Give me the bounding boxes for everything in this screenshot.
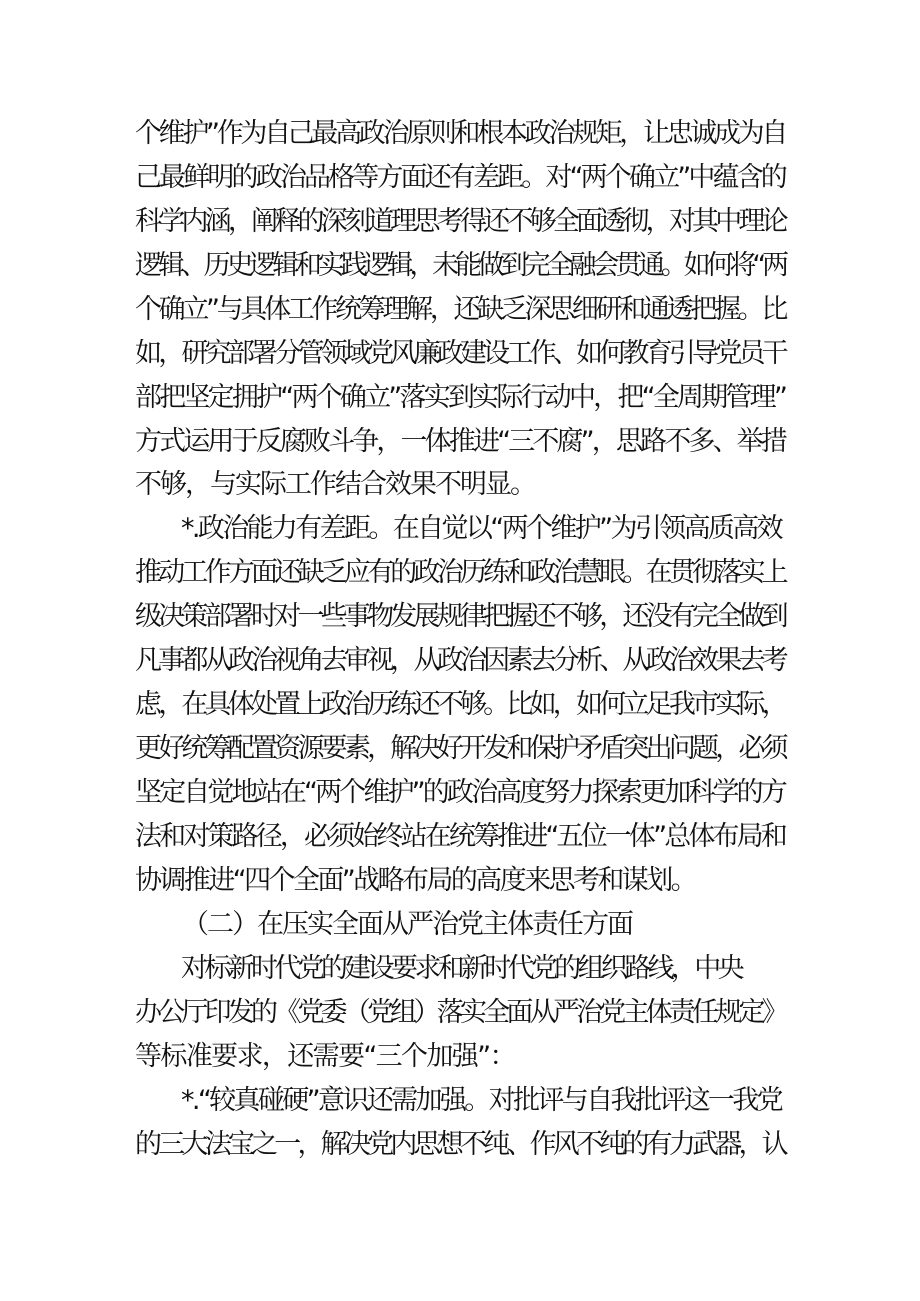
text-line: 个确立”与具体工作统筹理解，还缺乏深思细研和通透把握。比 [135, 294, 786, 325]
text-line: 级决策部署时对一些事物发展规律把握还不够，还没有完全做到 [135, 601, 785, 632]
text-line: 不够，与实际工作结合效果不明显。 [135, 469, 535, 500]
text-line: 逻辑、历史逻辑和实践逻辑，未能做到完全融会贯通。如何将“两 [135, 250, 785, 281]
text-line: 坚定自觉地站在“两个维护”的政治高度努力探索更加科学的方 [135, 777, 785, 808]
paragraph-heading-verification: *.“较真碰硬”意识还需加强。对批评与自我批评这一我党 [181, 1085, 782, 1116]
text-line: 的三大法宝之一，解决党内思想不纯、作风不纯的有力武器，认 [135, 1129, 785, 1160]
text-line: 虑，在具体处置上政治历练还不够。比如，如何立足我市实际， [135, 689, 785, 720]
text-line: 更好统筹配置资源要素，解决好开发和保护矛盾突出问题，必须 [135, 733, 785, 764]
text-line: 个维护”作为自己最高政治原则和根本政治规矩，让忠诚成为自 [135, 118, 786, 149]
text-line: 如，研究部署分管领域党风廉政建设工作、如何教育引导党员干 [135, 338, 785, 369]
text-line: 部把坚定拥护“两个确立”落实到实际行动中，把“全周期管理” [135, 382, 786, 413]
text-line: 办公厅印发的《党委（党组）落实全面从严治党主体责任规定》 [135, 997, 785, 1028]
text-line: 方式运用于反腐败斗争，一体推进“三不腐”，思路不多、举措 [135, 426, 785, 457]
text-line: 协调推进“四个全面”战略布局的高度来思考和谋划。 [135, 865, 696, 896]
text-line: 己最鲜明的政治品格等方面还有差距。对“两个确立”中蕴含的 [135, 162, 785, 193]
text-line: 法和对策路径，必须始终站在统筹推进“五位一体”总体布局和 [135, 821, 785, 852]
paragraph-heading-political-ability: *.政治能力有差距。在自觉以“两个维护”为引领高质高效 [181, 513, 782, 544]
section-heading: （二）在压实全面从严治党主体责任方面 [182, 909, 632, 940]
text-line: 凡事都从政治视角去审视，从政治因素去分析、从政治效果去考 [135, 645, 785, 676]
text-line: 对标新时代党的建设要求和新时代党的组织路线，中央 [181, 953, 741, 984]
text-line: 科学内涵，阐释的深刻道理思考得还不够全面透彻，对其中理论 [135, 206, 785, 237]
text-line: 推动工作方面还缺乏应有的政治历练和政治慧眼。在贯彻落实上 [135, 557, 785, 588]
text-line: 等标准要求，还需要“三个加强”： [135, 1041, 515, 1072]
